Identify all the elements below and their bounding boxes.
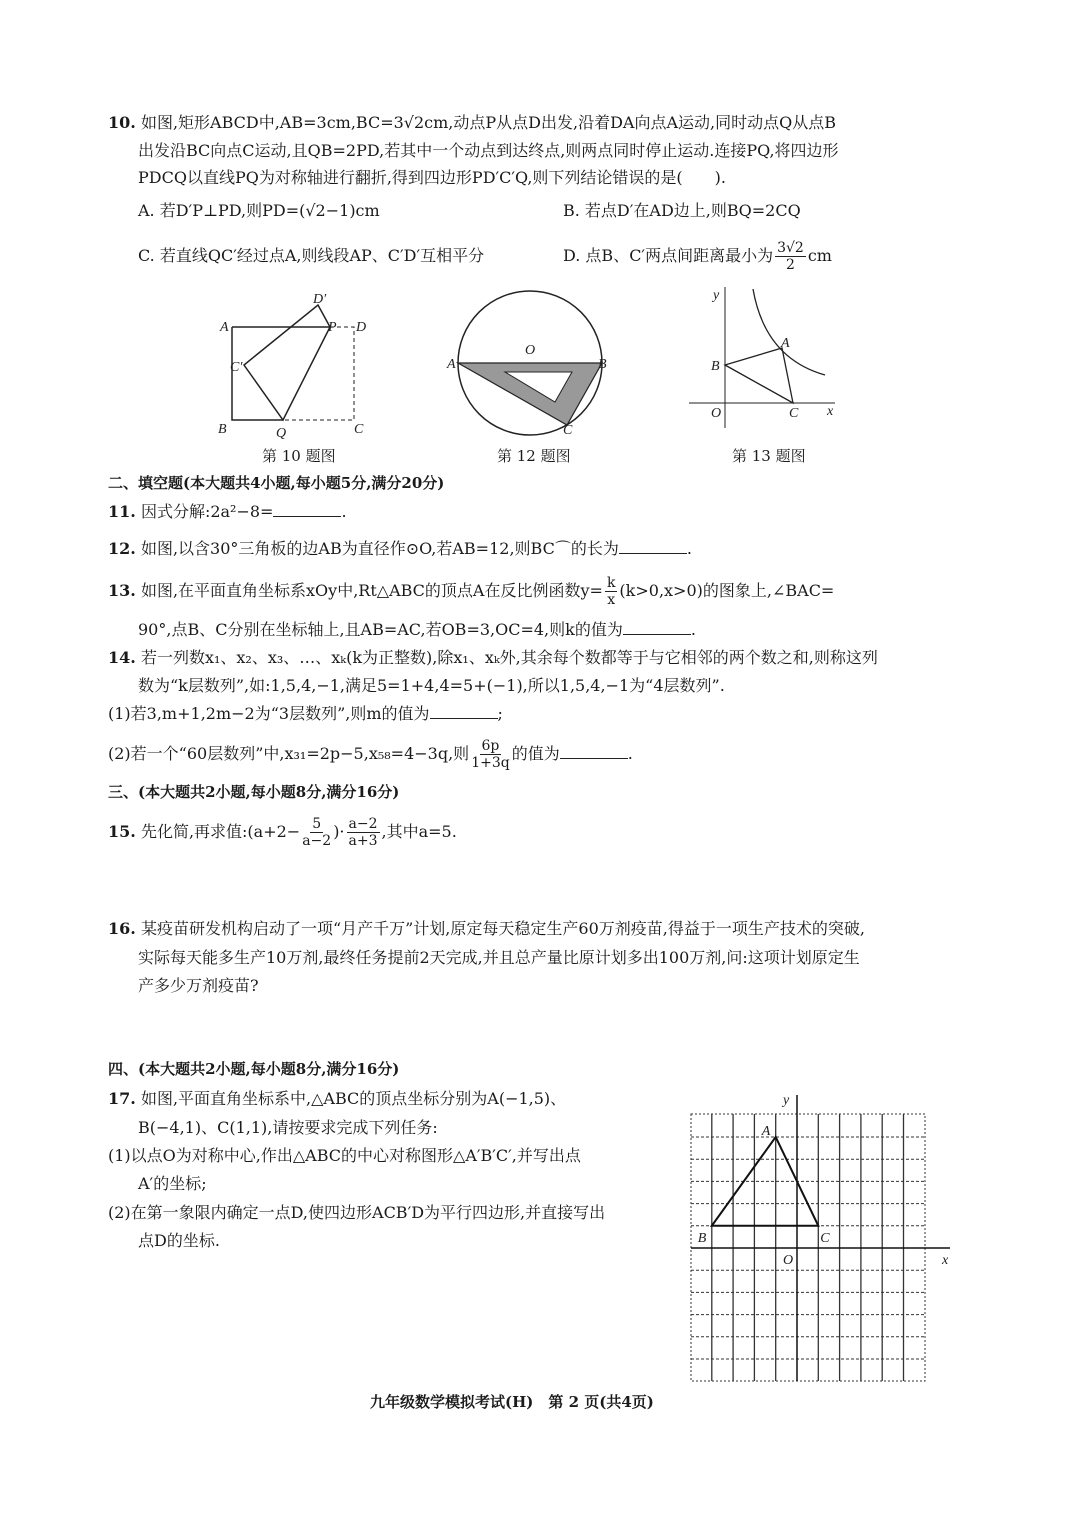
- q17-line-3: (1)以点O为对称中心,作出△ABC的中心对称图形△A′B′C′,并写出点: [108, 1146, 581, 1165]
- q10-option-a: A. 若D′P⊥PD,则PD=(√2−1)cm: [138, 201, 380, 220]
- label-a: A: [781, 336, 790, 351]
- q14-part2-text: (2)若一个“60层数列”中,x₃₁=2p−5,x₅₈=4−3q,则: [108, 744, 470, 763]
- q13-text-b: (k>0,x>0)的图象上,∠BAC=: [619, 581, 835, 600]
- frac-num: k: [606, 575, 616, 591]
- q12-number: 12.: [108, 539, 136, 558]
- label-d: D: [356, 320, 367, 335]
- frac-den: 2: [785, 257, 795, 273]
- q16-line-3: 产多少万剂疫苗?: [138, 976, 259, 995]
- section-4-title: 四、(本大题共2小题,每小题8分,满分16分): [108, 1060, 400, 1078]
- x-axis-label: x: [942, 1253, 949, 1268]
- q13-text-c: 90°,点B、C分别在坐标轴上,且AB=AC,若OB=3,OC=4,则k的值为: [138, 620, 623, 639]
- frac-num: 3√2: [777, 240, 804, 256]
- q13-end: .: [690, 620, 696, 639]
- frac-num: a−2: [348, 816, 378, 832]
- frac-den: x: [607, 592, 616, 608]
- q17-number: 17.: [108, 1089, 136, 1108]
- q10-text: 如图,矩形ABCD中,AB=3cm,BC=3√2cm,动点P从点D出发,沿着DA向点A运动,同时动点Q从点B: [140, 113, 836, 132]
- label-y: y: [713, 288, 720, 303]
- frac-den: 1+3q: [471, 755, 510, 771]
- page-footer: 九年级数学模拟考试(H) 第 2 页(共4页): [370, 1393, 654, 1411]
- q10-option-c: C. 若直线QC′经过点A,则线段AP、C′D′互相平分: [138, 246, 485, 265]
- q10-number: 10.: [108, 113, 136, 132]
- section-3-title: 三、(本大题共2小题,每小题8分,满分16分): [108, 783, 400, 801]
- q14-text: 若一列数x₁、x₂、x₃、…、xₖ(k为正整数),除x₁、xₖ外,其余每个数都等于与它相邻的两个数之和,则称这列: [140, 648, 878, 667]
- label-p: P: [328, 320, 337, 335]
- q11-text: 因式分解:2a²−8=: [140, 502, 274, 521]
- q15-text-b: )·: [333, 822, 345, 841]
- q11-end: .: [341, 502, 347, 521]
- q14-line-2: 数为“k层数列”,如:1,5,4,−1,满足5=1+4,4=5+(−1),所以1,5,4,−1为“4层数列”.: [138, 676, 725, 695]
- q13-text-a: 如图,在平面直角坐标系xOy中,Rt△ABC的顶点A在反比例函数y=: [140, 581, 603, 600]
- label-c: C: [563, 423, 573, 438]
- q15-number: 15.: [108, 822, 136, 841]
- label-c-prime: C′: [230, 360, 243, 375]
- point-a-label: A: [761, 1124, 771, 1139]
- frac-num: 5: [312, 816, 322, 832]
- point-c-label: C: [820, 1230, 830, 1246]
- label-o: O: [711, 406, 722, 421]
- figure-10-caption: 第 10 题图: [262, 447, 336, 465]
- q15-text-a: 先化简,再求值:(a+2−: [140, 822, 301, 841]
- label-a: A: [220, 320, 229, 335]
- label-b: B: [711, 359, 720, 374]
- q14-part2-text-b: 的值为: [511, 744, 560, 763]
- label-d-prime: D′: [313, 292, 327, 307]
- figure-12-caption: 第 12 题图: [497, 447, 571, 465]
- q10-option-b: B. 若点D′在AD边上,则BQ=2CQ: [563, 201, 801, 220]
- q11-number: 11.: [108, 502, 136, 521]
- q12-text: 如图,以含30°三角板的边AB为直径作⊙O,若AB=12,则BC⌒的长为: [140, 539, 619, 558]
- q17-line-2: B(−4,1)、C(1,1),请按要求完成下列任务:: [138, 1118, 438, 1137]
- q17-line-4: A′的坐标;: [138, 1174, 207, 1193]
- q10-line-3: PDCQ以直线PQ为对称轴进行翻折,得到四边形PD′C′Q,则下列结论错误的是( ).: [138, 168, 727, 187]
- q17-line-5: (2)在第一象限内确定一点D,使四边形ACB′D为平行四边形,并直接写出: [108, 1203, 606, 1222]
- q14-part2-end: .: [627, 744, 633, 763]
- label-o: O: [525, 343, 536, 358]
- q16-text: 某疫苗研发机构启动了一项“月产千万”计划,原定每天稳定生产60万剂疫苗,得益于一项生产技术的突破,: [140, 919, 865, 938]
- frac-den: a+3: [348, 833, 378, 849]
- label-a: A: [447, 357, 456, 372]
- option-d-text: D. 点B、C′两点间距离最小为: [563, 246, 774, 265]
- option-d-unit: cm: [807, 246, 832, 265]
- q14-number: 14.: [108, 648, 136, 667]
- q16-number: 16.: [108, 919, 136, 938]
- y-axis-label: y: [783, 1093, 790, 1108]
- q16-line-2: 实际每天能多生产10万剂,最终任务提前2天完成,并且总产量比原计划多出100万剂,问:这项计划原定生: [138, 948, 860, 967]
- label-b: B: [218, 422, 227, 437]
- label-c: C: [354, 422, 364, 437]
- q12-end: .: [686, 539, 692, 558]
- q17-line-6: 点D的坐标.: [138, 1231, 220, 1250]
- frac-den: a−2: [302, 833, 332, 849]
- q14-part1-end: ;: [497, 704, 503, 723]
- q15-text-c: ,其中a=5.: [381, 822, 457, 841]
- origin-label: O: [783, 1253, 794, 1268]
- q13-number: 13.: [108, 581, 136, 600]
- q17-text: 如图,平面直角坐标系中,△ABC的顶点坐标分别为A(−1,5)、: [140, 1089, 567, 1108]
- label-q: Q: [276, 426, 287, 441]
- label-c: C: [789, 406, 799, 421]
- frac-num: 6p: [481, 738, 500, 754]
- label-x: x: [827, 404, 834, 419]
- point-b-label: B: [697, 1230, 707, 1246]
- label-b: B: [598, 357, 607, 372]
- q10-line-2: 出发沿BC向点C运动,且QB=2PD,若其中一个动点到达终点,则两点同时停止运动.连接PQ,将四边形: [138, 141, 839, 160]
- section-2-title: 二、填空题(本大题共4小题,每小题5分,满分20分): [108, 474, 445, 492]
- figure-13-caption: 第 13 题图: [732, 447, 806, 465]
- q14-part1-text: (1)若3,m+1,2m−2为“3层数列”,则m的值为: [108, 704, 430, 723]
